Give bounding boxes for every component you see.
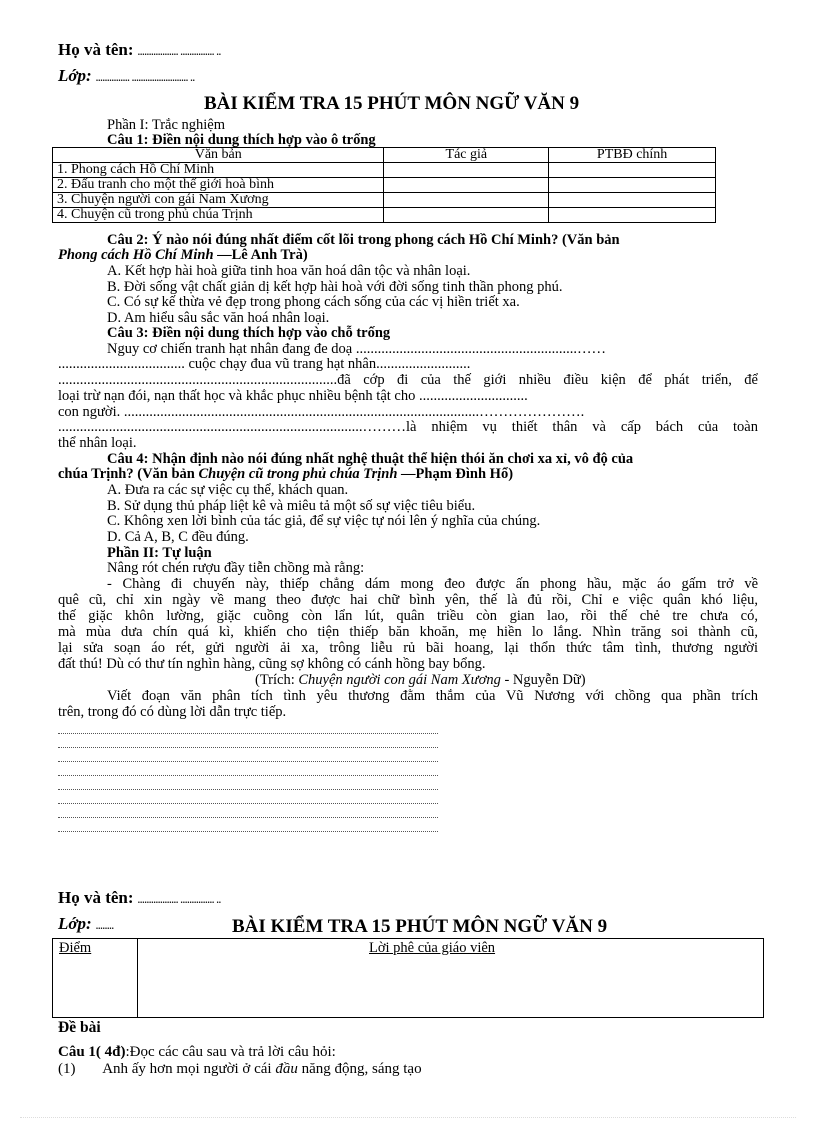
q3-line: ....................................................................................………là nhiệm vụ thiết thân và cấp bách của toàn [58, 419, 758, 435]
q1-heading: Câu 1: Điền nội dung thích hợp vào ô trống [107, 132, 376, 148]
class-label-2: Lớp: ........ [58, 914, 114, 933]
answer-line[interactable] [58, 831, 438, 832]
passage-line: thế giặc khôn lường, giặc cuồng còn lẩn lút, quân triều còn gian lao, rồi thế chẻ tre chưa có, [58, 608, 758, 624]
name-label: Họ và tên: .................. ............... .. [58, 40, 222, 59]
answer-line[interactable] [58, 775, 438, 776]
table-row [53, 193, 716, 208]
passage-line: lại sửa soạn áo rét, gửi người ải xa, trông liễu rủ bãi hoang, lại thổn thức tâm tình, thương người [58, 640, 758, 656]
table-cell: 2. Đấu tranh cho một thế giới hoà bình [53, 178, 384, 193]
q4-option[interactable]: A. Đưa ra các sự việc cụ thể, khách quan. [107, 482, 349, 498]
q3-heading: Câu 3: Điền nội dung thích hợp vào chỗ trống [107, 325, 391, 341]
table-cell-mode[interactable] [549, 208, 716, 223]
q3-line: con người. ..................................................................................................…………………. [58, 404, 585, 420]
p2-q1-label: Câu 1( 4đ) [58, 1044, 126, 1060]
class-dots: ............... ......................... .. [95, 73, 195, 83]
page-title: BÀI KIỂM TRA 15 PHÚT MÔN NGỮ VĂN 9 [204, 93, 580, 114]
q2-author: —Lê Anh Trà) [213, 247, 308, 263]
q2-heading: Câu 2: Ý nào nói đúng nhất điểm cốt lõi trong phong cách Hồ Chí Minh? (Văn bản [107, 232, 620, 248]
p2-item-num: (1) [58, 1061, 76, 1077]
q1-table [52, 147, 716, 223]
citation-work: Chuyện người con gái Nam Xương [298, 672, 501, 688]
comment-label: Lời phê của giáo viên [369, 940, 496, 956]
table-cell: 1. Phong cách Hồ Chí Minh [53, 163, 384, 178]
table-header: Văn bản [53, 148, 384, 163]
passage-line: quê cũ, chỉ xin ngày về mang theo được hai chữ bình yên, thế là đủ rồi, Chỉ e việc quân khó liệu, [58, 592, 758, 608]
answer-line[interactable] [58, 733, 438, 734]
table-cell-author[interactable] [384, 208, 549, 223]
part2-intro: Nâng rót chén rượu đầy tiễn chồng mà rằng: [107, 560, 365, 576]
class-dots-2: ........ [95, 921, 114, 931]
q2-option[interactable]: C. Có sự kế thừa vẻ đẹp trong phong cách sống của các vị hiền triết xa. [107, 294, 520, 310]
q4-heading: Câu 4: Nhận định nào nói đúng nhất nghệ thuật thể hiện thói ăn chơi xa xỉ, vô độ của [107, 451, 634, 467]
q3-line: loại trừ nạn đói, nạn thất học và khắc phục nhiều bệnh tật cho .............................. [58, 388, 528, 404]
q3-line: Nguy cơ chiến tranh hạt nhân đang đe doạ .............................................................…… [107, 341, 606, 357]
q4-author: —Phạm Đình Hổ) [397, 466, 514, 482]
page-title-2: BÀI KIỂM TRA 15 PHÚT MÔN NGỮ VĂN 9 [232, 916, 608, 937]
citation: (Trích: Chuyện người con gái Nam Xương - Nguyễn Dữ) [255, 672, 586, 688]
passage-line: - Chàng đi chuyến này, thiếp chẳng dám mong đeo được ấn phong hầu, mặc áo gấm trở về [107, 576, 758, 592]
answer-line[interactable] [58, 789, 438, 790]
table-row [53, 208, 716, 223]
q2-option[interactable]: B. Đời sống vật chất giản dị kết hợp hài hoà với đời sống tinh thần phong phú. [107, 279, 563, 295]
name-dots-2: .................. ............... .. [137, 895, 222, 905]
part2-heading: Phần II: Tự luận [107, 545, 212, 561]
table-cell-author[interactable] [384, 178, 549, 193]
name-label-2: Họ và tên: .................. ............... .. [58, 888, 222, 907]
table-cell: 4. Chuyện cũ trong phủ chúa Trịnh [53, 208, 384, 223]
table-header: PTBĐ chính [549, 148, 716, 163]
table-header-row [53, 148, 716, 163]
citation-author: - Nguyễn Dữ) [500, 672, 586, 688]
table-cell: 3. Chuyện người con gái Nam Xương [53, 193, 384, 208]
score-label: Điểm [59, 940, 92, 956]
q4-option[interactable]: B. Sử dụng thủ pháp liệt kê và miêu tả một số sự việc tiêu biểu. [107, 498, 476, 514]
answer-line[interactable] [58, 761, 438, 762]
p2-item-word: đầu [275, 1061, 298, 1077]
q4-option[interactable]: D. Cả A, B, C đều đúng. [107, 529, 249, 545]
passage-line: đất thú! Dù có thư tín nghìn hàng, cũng sợ không có cánh hồng bay bổng. [58, 656, 486, 672]
score-table [52, 938, 764, 1018]
table-cell-mode[interactable] [549, 193, 716, 208]
passage-line: mà mùa dưa chín quá kì, khiến cho tiện thiếp băn khoăn, mẹ hiền lo lắng. Nhìn trăng soi thành cũ, [58, 624, 758, 640]
q2-option[interactable]: D. Am hiểu sâu sắc văn hoá nhân loại. [107, 310, 330, 326]
table-cell-author[interactable] [384, 163, 549, 178]
q4-source: chúa Trịnh? (Văn bản Chuyện cũ trong phủ chúa Trịnh —Phạm Đình Hổ) [58, 466, 514, 482]
name-dots: .................. ............... .. [137, 47, 222, 57]
part1-heading: Phần I: Trắc nghiệm [107, 117, 226, 133]
q3-line: thể nhân loại. [58, 435, 137, 451]
table-header: Tác giả [384, 148, 549, 163]
p2-q1-text: :Đọc các câu sau và trả lời câu hỏi: [125, 1044, 336, 1060]
task-line: trên, trong đó có dùng lời dẫn trực tiếp. [58, 704, 287, 720]
class-label: Lớp: ............... ......................... .. [58, 66, 195, 85]
de-bai-heading: Đề bài [58, 1019, 101, 1036]
p2-q1 [58, 1045, 336, 1060]
q2-work: Phong cách Hồ Chí Minh [58, 247, 214, 263]
answer-line[interactable] [58, 747, 438, 748]
page-divider [20, 1117, 796, 1118]
q2-source [58, 248, 308, 263]
table-cell-author[interactable] [384, 193, 549, 208]
answer-line[interactable] [58, 817, 438, 818]
task-line: Viết đoạn văn phân tích tình yêu thương đằm thắm của Vũ Nương với chồng qua phần trích [107, 688, 758, 704]
table-row [53, 178, 716, 193]
p2-item: (1) Anh ấy hơn mọi người ở cái đầu năng động, sáng tạo [58, 1061, 422, 1077]
q2-option[interactable]: A. Kết hợp hài hoà giữa tinh hoa văn hoá dân tộc và nhân loại. [107, 263, 471, 279]
table-row [53, 163, 716, 178]
answer-line[interactable] [58, 803, 438, 804]
q3-line: ................................... cuộc chạy đua vũ trang hạt nhân.......................... [58, 356, 471, 372]
q3-line: .............................................................................đã cớp đi của thế giới nhiều điều kiện để phát triển, để [58, 372, 758, 388]
q4-option[interactable]: C. Không xen lời bình của tác giả, để sự việc tự nói lên ý nghĩa của chúng. [107, 513, 541, 529]
q4-work: Chuyện cũ trong phủ chúa Trịnh [198, 466, 398, 482]
table-cell-mode[interactable] [549, 163, 716, 178]
table-cell-mode[interactable] [549, 178, 716, 193]
